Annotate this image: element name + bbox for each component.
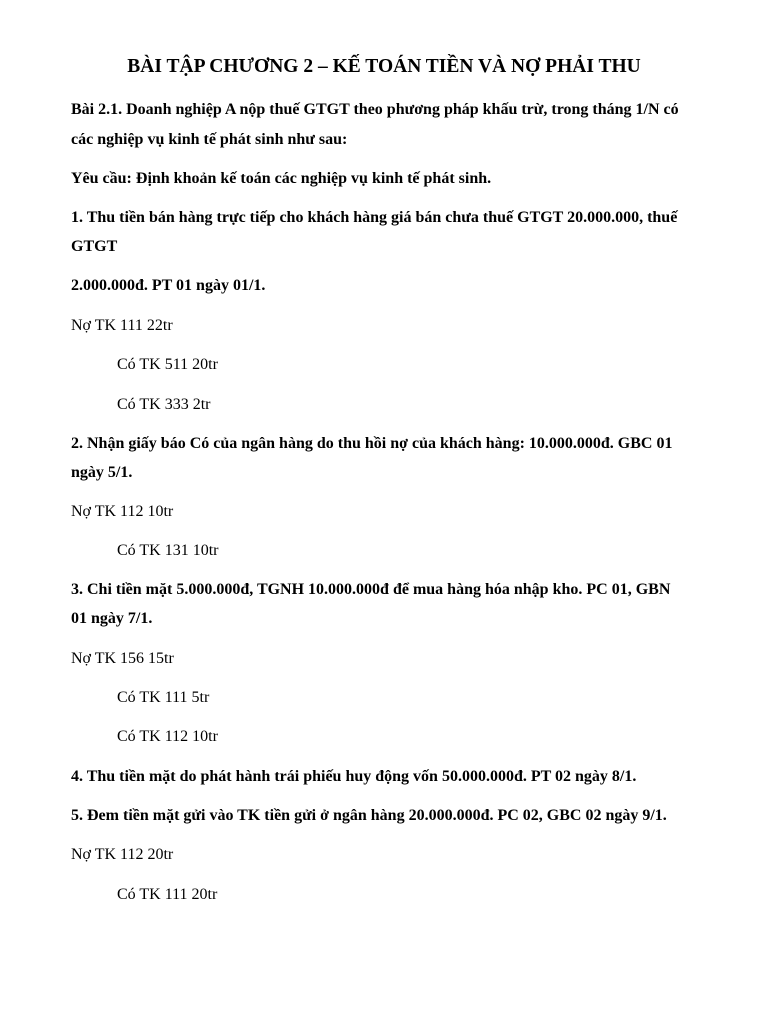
transaction-2-line-2: ngày 5/1.: [71, 464, 133, 481]
transaction-1-line-3: 2.000.000đ. PT 01 ngày 01/1.: [71, 277, 266, 294]
journal-entry-credit: Có TK 111 5tr: [117, 689, 210, 706]
intro-line-2: các nghiệp vụ kinh tế phát sinh như sau:: [71, 131, 348, 148]
transaction-3-line-2: 01 ngày 7/1.: [71, 610, 153, 627]
journal-entry-credit: Có TK 112 10tr: [117, 728, 218, 745]
transaction-5-line-1: 5. Đem tiền mặt gửi vào TK tiền gửi ở ngân hàng 20.000.000đ. PC 02, GBC 02 ngày 9/1.: [71, 807, 667, 824]
transaction-3-line-1: 3. Chi tiền mặt 5.000.000đ, TGNH 10.000.000đ để mua hàng hóa nhập kho. PC 01, GBN: [71, 581, 671, 598]
intro-line-1: Bài 2.1. Doanh nghiệp A nộp thuế GTGT theo phương pháp khấu trừ, trong tháng 1/N có: [71, 101, 679, 118]
transaction-1-line-1: 1. Thu tiền bán hàng trực tiếp cho khách hàng giá bán chưa thuế GTGT 20.000.000, thuế: [71, 209, 678, 226]
requirement-text: Yêu cầu: Định khoản kế toán các nghiệp vụ kinh tế phát sinh.: [71, 170, 492, 187]
journal-entry-debit: Nợ TK 111 22tr: [71, 317, 173, 334]
transaction-4-line-1: 4. Thu tiền mặt do phát hành trái phiếu huy động vốn 50.000.000đ. PT 02 ngày 8/1.: [71, 768, 637, 785]
journal-entry-credit: Có TK 111 20tr: [117, 886, 218, 903]
transaction-2-line-1: 2. Nhận giấy báo Có của ngân hàng do thu hồi nợ của khách hàng: 10.000.000đ. GBC 01: [71, 435, 673, 452]
journal-entry-debit: Nợ TK 112 20tr: [71, 846, 174, 863]
journal-entry-credit: Có TK 333 2tr: [117, 396, 211, 413]
journal-entry-credit: Có TK 511 20tr: [117, 356, 218, 373]
transaction-1-line-2: GTGT: [71, 238, 118, 255]
journal-entry-debit: Nợ TK 156 15tr: [71, 650, 174, 667]
journal-entry-credit: Có TK 131 10tr: [117, 542, 219, 559]
journal-entry-debit: Nợ TK 112 10tr: [71, 503, 174, 520]
page-title: BÀI TẬP CHƯƠNG 2 – KẾ TOÁN TIỀN VÀ NỢ PHẢI THU: [127, 56, 641, 77]
